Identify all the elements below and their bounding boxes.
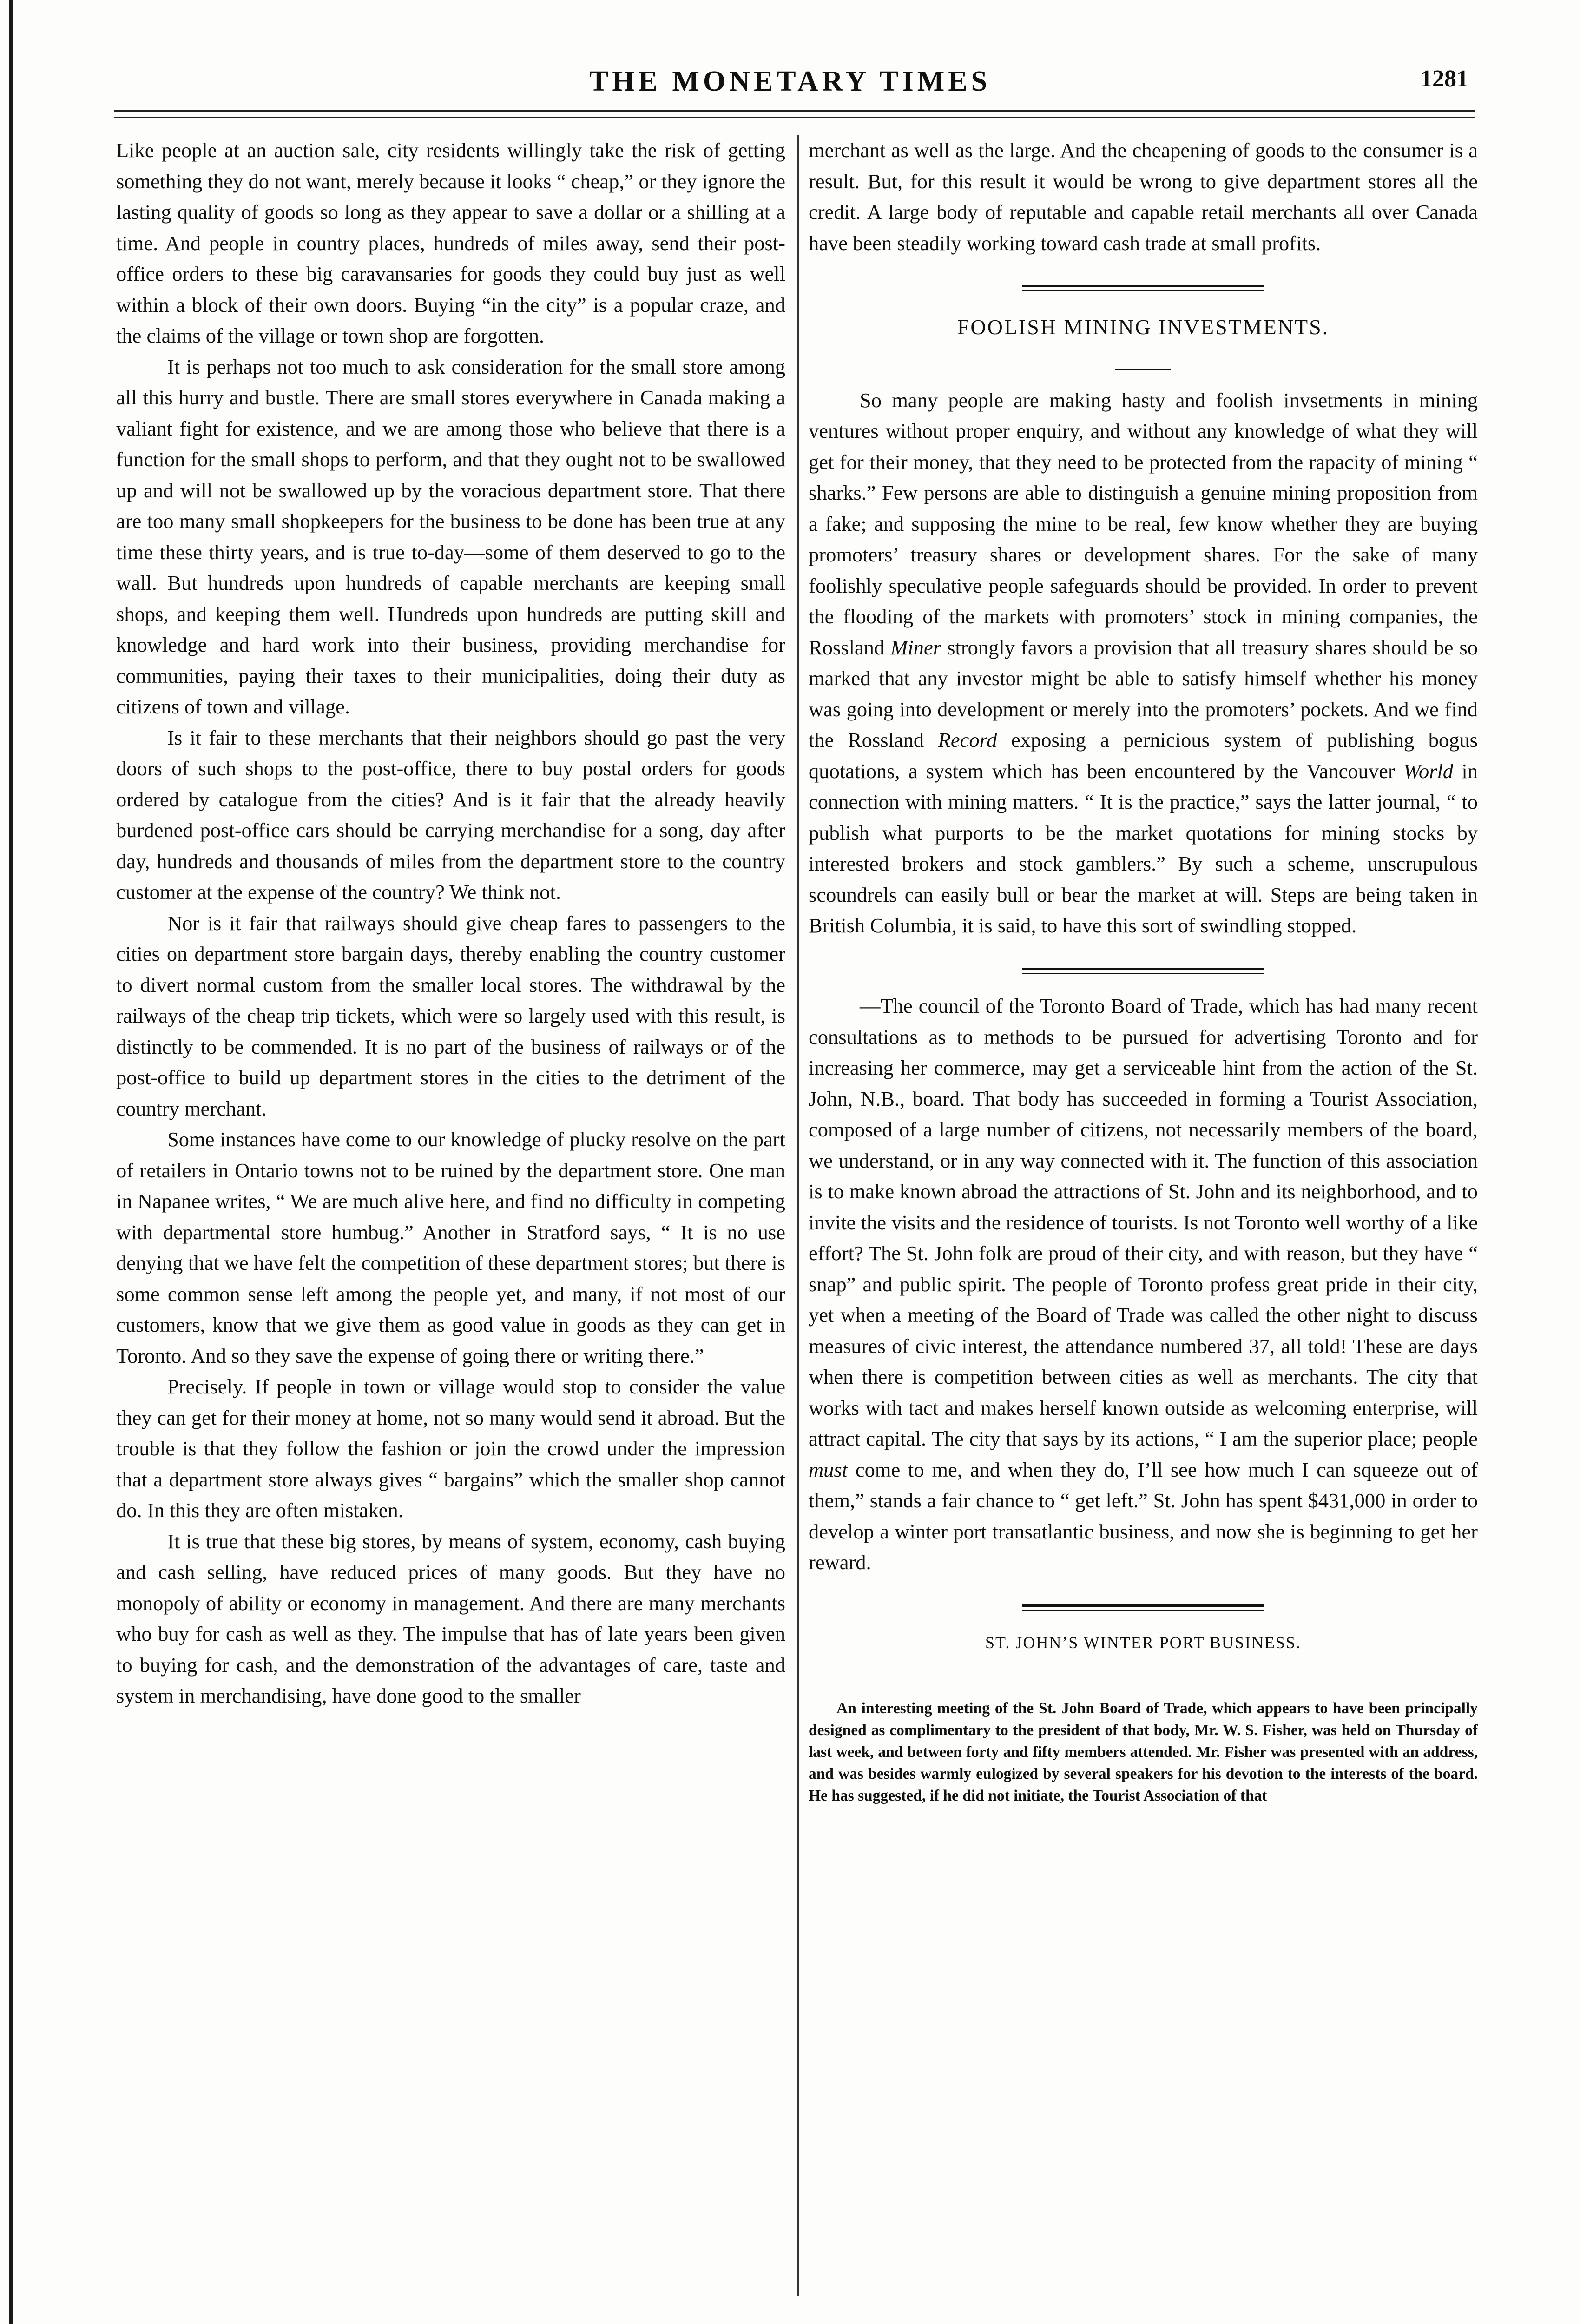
article-paragraph: It is true that these big stores, by means of system, economy, cash buying and cash selling, have reduced prices of many goods. But they have no monopoly of ability or economy in management. And there are many merchants who buy for cash as well as they. The impulse that has of late years been given to buying for cash, and the demonstration of the advantages of care, taste and system in merchandising, have done good to the smaller: [116, 1529, 785, 1707]
mining-paragraph: So many people are making hasty and foolish invsetments in mining ventures without proper enquiry, and without any knowledge of what they will get for their money, that they need to be protected from the rapacity of mining “ sharks.” Few persons are able to distinguish a genuine mining proposition from a fake; and supposing the mine to be real, few know whether they are buying promoters’ treasury shares or development shares. For the sake of many foolishly speculative people safeguards should be provided. In order to prevent the flooding of the markets with promoters’ stock in mining companies, the Rossland Miner strongly favors a provision that all treasury shares should be so marked that any investor might be able to satisfy himself whether his money was going into development or merely into the promoters’ pockets. And we find the Rossland Record exposing a pernicious system of publishing bogus quotations, a system which has been encountered by the Vancouver World in connection with mining matters. “ It is the practice,” says the latter journal, “ to publish what purports to be the market quotations for mining stocks by interested brokers and stock gamblers.” By such a scheme, unscrupulous scoundrels can easily bull or bear the market at will. Steps are being taken in British Columbia, it is said, to have this sort of swindling stopped.: [809, 388, 1478, 937]
winter-port-paragraph: An interesting meeting of the St. John Board of Trade, which appears to have been principally designed as complimentary to the president of that body, Mr. W. S. Fisher, was held on Thursday of last week, and between forty and fifty members attended. Mr. Fisher was presented with an address, and was besides warmly eulogized by several speakers for his devotion to the interests of the board. He has suggested, if he did not initiate, the Tourist Association of that: [809, 1700, 1478, 1804]
article-paragraph: Like people at an auction sale, city residents willingly take the risk of getting something they do not want, merely because it looks “ cheap,” or they ignore the lasting quality of goods so long as they appear to save a dollar or a shilling at a time. And people in country places, hundreds of miles away, send their post-office orders to these big caravansaries for goods they could buy just as well within a block of their own doors. Buying “in the city” is a popular craze, and the claims of the village or town shop are forgotten.: [116, 139, 785, 347]
section-divider: [809, 269, 1478, 300]
page-binding-edge: [9, 0, 13, 2324]
article-paragraph: Nor is it fair that railways should give cheap fares to passengers to the cities on department store bargain days, thereby enabling the country customer to divert normal custom from the smaller local stores. The withdrawal by the railways of the cheap trip tickets, which were so largely used with this result, is distinctly to be commended. It is no part of the business of railways or of the post-office to build up department stores in the cities to the detriment of the country merchant.: [116, 911, 785, 1120]
masthead-rule-top: [114, 110, 1475, 112]
heading-rule: [809, 347, 1478, 378]
winter-port-article: [809, 1697, 1478, 1807]
article-paragraph: Some instances have come to our knowledge of plucky resolve on the part of retailers in Ontario towns not to be ruined by the department store. One man in Napanee writes, “ We are much alive here, and find no difficulty in competing with departmental store humbug.” Another in Stratford says, “ It is no use denying that we have felt the competition of these department stores; but there is some common sense left among the people yet, and many, if not most of our customers, know that we give them as good value in goods as they can get in Toronto. And so they save the expense of going there or writing there.”: [116, 1128, 785, 1367]
right-column: [809, 135, 1478, 1807]
masthead-rule-bottom: [114, 117, 1475, 118]
winter-port-heading: ST. JOHN’S WINTER PORT BUSINESS.: [985, 1633, 1301, 1652]
column-divider: [797, 135, 799, 2296]
article-paragraph: Precisely. If people in town or village would stop to consider the value they can get for their money at home, not so many would send it abroad. But the trouble is that they follow the fashion or join the crowd under the impression that a department store always gives “ bargains” which the smaller shop cannot do. In this they are often mistaken.: [116, 1375, 785, 1522]
record-newspaper-name: Record: [938, 728, 997, 752]
article-continuation: merchant as well as the large. And the cheapening of goods to the consumer is a result. But, for this result it would be wrong to give department stores all the credit. A large body of reputable and capable retail merchants all over Canada have been steadily working toward cash trade at small profits.: [809, 139, 1478, 255]
page-number: 1281: [1420, 66, 1468, 92]
heading-rule: [809, 1662, 1478, 1693]
world-newspaper-name: World: [1403, 759, 1454, 783]
left-column: [116, 135, 785, 1711]
masthead-title: THE MONETARY TIMES: [589, 66, 991, 97]
section-divider: [809, 951, 1478, 983]
article-paragraph: Is it fair to these merchants that their neighbors should go past the very doors of such shops to the post-office, there to buy postal orders for goods ordered by catalogue from the cities? And is it fair that the already heavily burdened post-office cars should be carrying merchandise for a song, day after day, hundreds and thousands of miles from the department store to the country customer at the expense of the country? We think not.: [116, 726, 785, 904]
section-divider: [809, 1588, 1478, 1619]
must-emphasis: must: [809, 1458, 848, 1481]
article-paragraph: It is perhaps not too much to ask consideration for the small store among all this hurry and bustle. There are small stores everywhere in Canada making a valiant fight for existence, and we are among those who believe that there is a function for the small shops to perform, and that they ought not to be swallowed up and will not be swallowed up by the voracious department store. That there are too many small shopkeepers for the business to be done has been true at any time these thirty years, and is true to-day—some of them deserved to go to the wall. But hundreds upon hundreds of capable merchants are keeping small shops, and keeping them well. Hundreds upon hundreds are putting skill and knowledge and hard work into their business, providing merchandise for communities, paying their taxes to their municipalities, doing their duty as citizens of town and village.: [116, 355, 785, 718]
mining-heading: FOOLISH MINING INVESTMENTS.: [957, 315, 1330, 339]
miner-newspaper-name: Miner: [890, 635, 941, 659]
toronto-paragraph: —The council of the Toronto Board of Trade, which has had many recent consultations as to methods to be pursued for advertising Toronto and for increasing her commerce, may get a serviceable hint from the action of the St. John, N.B., board. That body has succeeded in forming a Tourist Association, composed of a large number of citizens, not necessarily members of the board, we understand, or in any way connected with it. The function of this association is to make known abroad the attractions of St. John and its neighborhood, and to invite the visits and the residence of tourists. Is not Toronto well worthy of a like effort? The St. John folk are proud of their city, and with reason, but they have “ snap” and public spirit. The people of Toronto profess great pride in their city, yet when a meeting of the Board of Trade was called the other night to discuss measures of civic interest, the attendance numbered 37, all told! These are days when there is competition between cities as well as merchants. The city that works with tact and makes herself known outside as welcoming enterprise, will attract capital. The city that says by its actions, “ I am the superior place; people must come to me, and when they do, I’ll see how much I can squeeze out of them,” stands a fair chance to “ get left.” St. John has spent $431,000 in order to develop a winter port transatlantic business, and now she is beginning to get her reward.: [809, 994, 1478, 1574]
